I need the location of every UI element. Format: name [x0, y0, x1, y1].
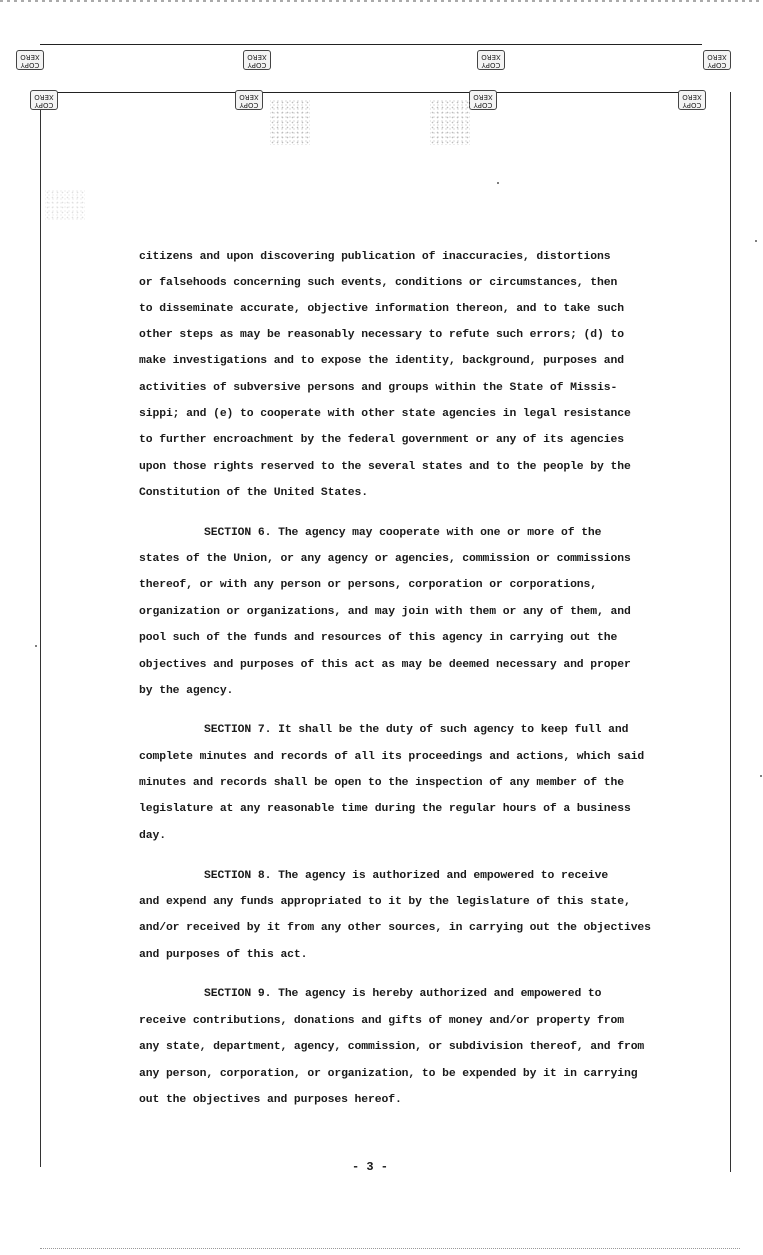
body-text-line: any person, corporation, or organization, to be expended by it in carrying	[139, 1068, 638, 1080]
body-text-line: objectives and purposes of this act as may be deemed necessary and proper	[139, 659, 631, 671]
xerox-copy-stamp: COPY XERO	[235, 90, 263, 110]
body-text-line: by the agency.	[139, 685, 234, 697]
body-text-line: states of the Union, or any agency or agencies, commission or commissions	[139, 553, 631, 565]
body-text-line: minutes and records shall be open to the inspection of any member of the	[139, 777, 624, 789]
scan-speck	[35, 645, 37, 647]
body-text-line: other steps as may be reasonably necessary to refute such errors; (d) to	[139, 329, 624, 341]
body-text-line: out the objectives and purposes hereof.	[139, 1094, 402, 1106]
xerox-copy-stamp: COPY XERO	[477, 50, 505, 70]
xerox-copy-stamp: COPY XERO	[30, 90, 58, 110]
body-text-line: pool such of the funds and resources of this agency in carrying out the	[139, 632, 618, 644]
body-text-line: activities of subversive persons and groups within the State of Missis-	[139, 382, 618, 394]
body-text-line: Constitution of the United States.	[139, 487, 369, 499]
body-text-line: receive contributions, donations and gifts of money and/or property from	[139, 1015, 624, 1027]
body-text-line: citizens and upon discovering publication of inaccuracies, distortions	[139, 251, 611, 263]
section-6-heading-line: SECTION 6. The agency may cooperate with one or more of the	[204, 527, 602, 539]
scan-noise	[270, 100, 310, 145]
scan-speck	[755, 240, 757, 242]
section-9-heading-line: SECTION 9. The agency is hereby authorized and empowered to	[204, 988, 602, 1000]
body-text-line: legislature at any reasonable time during the regular hours of a business	[139, 803, 631, 815]
xerox-copy-stamp: COPY XERO	[678, 90, 706, 110]
body-text-line: or falsehoods concerning such events, conditions or circumstances, then	[139, 277, 618, 289]
xerox-copy-stamp: COPY XERO	[469, 90, 497, 110]
body-text-line: any state, department, agency, commission, or subdivision thereof, and from	[139, 1041, 645, 1053]
section-7-heading-line: SECTION 7. It shall be the duty of such agency to keep full and	[204, 724, 629, 736]
body-text-line: to disseminate accurate, objective information thereon, and to take such	[139, 303, 624, 315]
scan-noise	[430, 100, 470, 145]
scan-noise	[45, 190, 85, 220]
page-bottom-edge	[40, 1248, 740, 1249]
scan-fold-line-top	[40, 44, 702, 45]
body-text-line: thereof, or with any person or persons, corporation or corporations,	[139, 579, 598, 591]
body-text-line: upon those rights reserved to the several states and to the people by the	[139, 461, 631, 473]
scan-fold-line-page-top	[40, 92, 702, 93]
body-text-line: sippi; and (e) to cooperate with other state agencies in legal resistance	[139, 408, 631, 420]
body-text-line: to further encroachment by the federal government or any of its agencies	[139, 434, 624, 446]
body-text-line: and/or received by it from any other sources, in carrying out the objectives	[139, 922, 651, 934]
body-text-line: organization or organizations, and may join with them or any of them, and	[139, 606, 631, 618]
body-text-line: make investigations and to expose the identity, background, purposes and	[139, 355, 624, 367]
scan-speck	[760, 775, 762, 777]
body-text-line: and expend any funds appropriated to it by the legislature of this state,	[139, 896, 631, 908]
xerox-copy-stamp: COPY XERO	[243, 50, 271, 70]
body-text-line: day.	[139, 830, 166, 842]
body-text-line: and purposes of this act.	[139, 949, 308, 961]
body-text-line: complete minutes and records of all its proceedings and actions, which said	[139, 751, 645, 763]
scan-top-edge	[0, 0, 763, 2]
section-8-heading-line: SECTION 8. The agency is authorized and empowered to receive	[204, 870, 609, 882]
scan-speck	[497, 182, 499, 184]
xerox-copy-stamp: COPY XERO	[703, 50, 731, 70]
xerox-copy-stamp: COPY XERO	[16, 50, 44, 70]
page-number: - 3 -	[352, 1160, 389, 1174]
page-right-edge	[730, 92, 731, 1172]
page-left-edge	[40, 92, 41, 1167]
